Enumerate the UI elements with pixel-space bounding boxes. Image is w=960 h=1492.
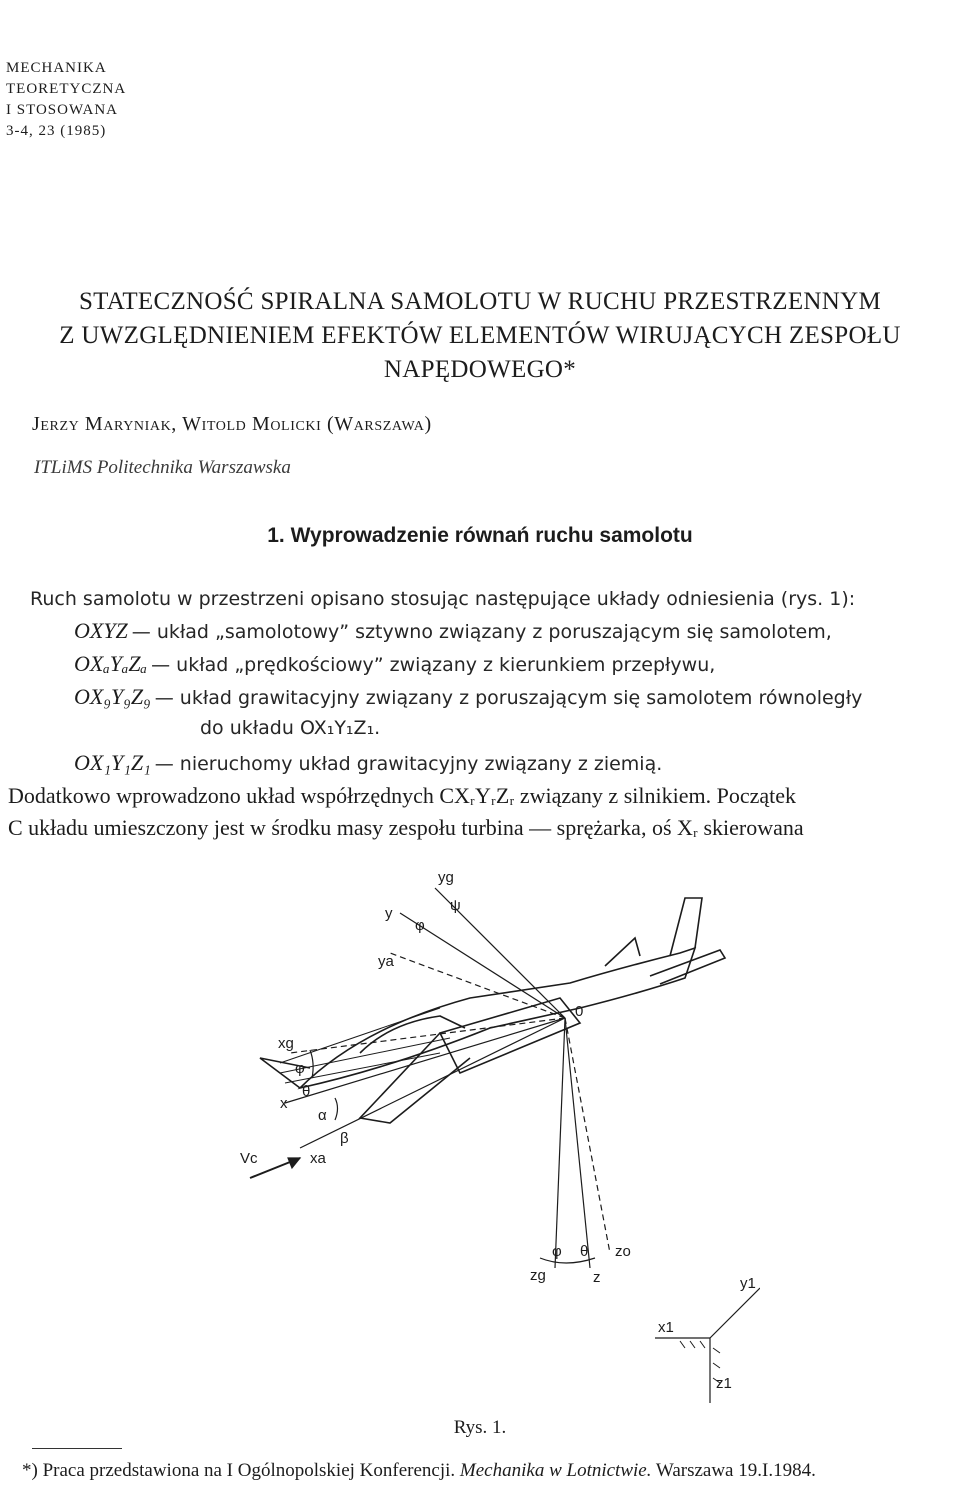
axis-xg: [290, 1018, 565, 1053]
journal-header: [6, 58, 126, 142]
affiliation: ITLiMS Politechnika Warszawska: [34, 457, 291, 478]
label-yg: yg: [438, 869, 454, 886]
label-z1: z1: [716, 1375, 732, 1392]
footnote: [22, 1460, 816, 1482]
label-phi-left: φ: [295, 1060, 305, 1077]
def-text: — nieruchomy układ grawitacyjny związany z ziemią.: [154, 753, 663, 775]
paper-title-line3: NAPĘDOWEGO*: [383, 356, 577, 383]
label-theta-left: θ: [302, 1083, 311, 1100]
journal-name-line3: I STOSOWANA: [6, 102, 118, 118]
paper-title-line2: Z UWZGLĘDNIENIEM EFEKTÓW ELEMENTÓW WIRUJĄCYCH ZESPOŁU: [59, 322, 901, 349]
axis-y: [400, 913, 565, 1018]
aircraft-tail-plane: [650, 950, 725, 984]
paper-title-line1: STATECZNOŚĆ SPIRALNA SAMOLOTU W RUCHU PRZESTRZENNYM: [78, 288, 882, 315]
section-heading: 1. Wyprowadzenie równań ruchu samolotu: [267, 524, 693, 547]
aircraft-wing-left: [360, 1033, 470, 1123]
label-xa: xa: [310, 1150, 326, 1167]
label-x1: x1: [658, 1319, 674, 1336]
label-beta: β: [340, 1130, 349, 1147]
def-symbol: OXₐYₐZₐ: [74, 651, 148, 676]
label-psi: ψ: [450, 897, 461, 914]
label-theta-bottom: θ: [580, 1243, 589, 1260]
frame-hatching: [680, 1341, 720, 1383]
angle-arc-phi: [310, 1050, 313, 1078]
authors: Jerzy Maryniak, Witold Molicki (Warszawa): [32, 413, 432, 435]
angle-arc-alpha: [335, 1098, 338, 1120]
journal-issue: 3-4, 23 (1985): [6, 123, 107, 139]
def-text: — układ „prędkościowy” związany z kierunkiem przepływu,: [151, 654, 716, 676]
label-zg: zg: [530, 1267, 546, 1284]
paragraph-intro: Ruch samolotu w przestrzeni opisano stosując następujące układy odniesienia (rys. 1):: [30, 588, 856, 610]
def-text: — układ grawitacyjny związany z poruszającym się samolotem równoległy: [154, 687, 863, 709]
label-ya: ya: [378, 953, 394, 970]
axis-x: [285, 1018, 565, 1103]
footnote-rule: [32, 1448, 122, 1449]
label-alpha: α: [318, 1107, 327, 1124]
def-row-nieruchomy: [74, 750, 662, 776]
axis-y1: [710, 1288, 760, 1338]
journal-name-line1: MECHANIKA: [6, 60, 107, 76]
def-row-continuation: [200, 717, 380, 739]
label-xg: xg: [278, 1035, 294, 1052]
footnote-text-b: Mechanika w Lotnictwie.: [459, 1460, 652, 1481]
label-y1: y1: [740, 1275, 756, 1292]
label-zo: zo: [615, 1243, 631, 1260]
aircraft-fuselage: [300, 948, 695, 1088]
def-symbol: OX₁Y₁Z₁: [74, 750, 151, 775]
def-row-samolotowy: [74, 618, 832, 644]
label-phi-bottom: φ: [552, 1243, 562, 1260]
paragraph-2-line1: Dodatkowo wprowadzono układ współrzędnych CXᵣYᵣZᵣ związany z silnikiem. Początek: [8, 783, 796, 808]
label-origin: 0: [575, 1003, 584, 1020]
label-phi-top: φ: [415, 917, 425, 934]
label-vc: Vc: [240, 1150, 258, 1167]
def-row-grawitacyjny: [74, 684, 862, 710]
footnote-mark: *): [22, 1460, 38, 1481]
footnote-text-c: Warszawa 19.I.1984.: [655, 1460, 816, 1481]
label-z: z: [593, 1269, 601, 1286]
axis-zg: [555, 1018, 565, 1268]
def-text: — układ „samolotowy” sztywno związany z poruszającym się samolotem,: [131, 621, 832, 643]
aircraft-tail-fin: [670, 898, 702, 956]
footnote-text-a: Praca przedstawiona na I Ogólnopolskiej Konferencji.: [42, 1460, 456, 1481]
def-text: do układu OX₁Y₁Z₁.: [200, 717, 381, 739]
axis-zo: [565, 1018, 610, 1253]
def-symbol: OXYZ: [74, 618, 128, 643]
def-symbol: OX₉Y₉Z₉: [74, 684, 151, 709]
aircraft-wing-right: [440, 998, 580, 1073]
journal-name-line2: TEORETYCZNA: [6, 81, 127, 97]
aircraft-ventral: [605, 938, 640, 966]
figure-caption: Rys. 1.: [453, 1417, 507, 1438]
label-x: x: [280, 1095, 288, 1112]
figure-aircraft-coordinate-systems: [240, 858, 760, 1408]
def-row-predkosciowy: [74, 651, 715, 677]
axis-z: [565, 1018, 590, 1268]
velocity-arrowhead: [288, 1158, 300, 1168]
label-y: y: [385, 905, 393, 922]
axis-xa: [300, 1018, 565, 1148]
paragraph-2-line2: C układu umieszczony jest w środku masy zespołu turbina — sprężarka, oś Xᵣ skierowana: [8, 815, 804, 840]
